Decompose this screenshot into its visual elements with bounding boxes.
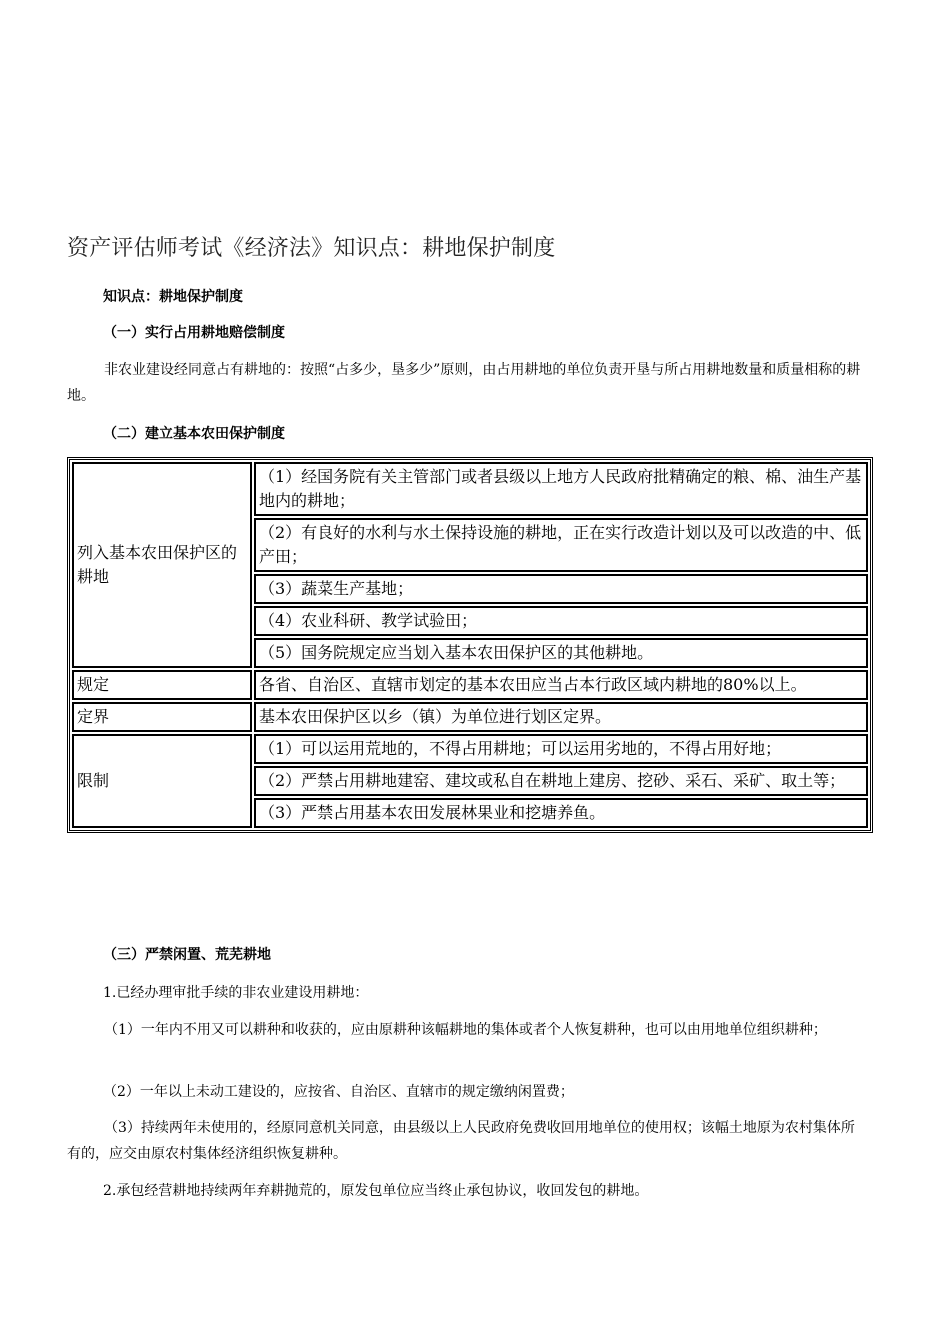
table-row	[72, 670, 868, 700]
boundary-text-cell: 基本农田保护区以乡（镇）为单位进行划区定界。	[254, 702, 868, 732]
section-3-point-2: 2.承包经营耕地持续两年弃耕抛荒的，原发包单位应当终止承包协议，收回发包的耕地。	[103, 1183, 649, 1199]
included-label-cell: 列入基本农田保护区的耕地	[72, 462, 252, 668]
table-row	[72, 702, 868, 732]
limits-item-2: （2）严禁占用耕地建窑、建坟或私自在耕地上建房、挖砂、采石、采矿、取土等；	[254, 766, 868, 796]
table-row	[72, 734, 868, 764]
section-3-point-1: 1.已经办理审批手续的非农业建设用耕地：	[103, 985, 369, 1001]
included-item-5: （5）国务院规定应当划入基本农田保护区的其他耕地。	[254, 638, 868, 668]
section-3-sub-2: （2）一年以上未动工建设的，应按省、自治区、直辖市的规定缴纳闲置费；	[103, 1084, 574, 1100]
table-row	[72, 462, 868, 516]
rule-label-cell: 规定	[72, 670, 252, 700]
section-2-heading: （二）建立基本农田保护制度	[103, 426, 285, 442]
page-title: 资产评估师考试《经济法》知识点：耕地保护制度	[67, 236, 556, 261]
farmland-protection-table	[67, 457, 873, 833]
included-item-3: （3）蔬菜生产基地；	[254, 574, 868, 604]
limits-item-3: （3）严禁占用基本农田发展林果业和挖塘养鱼。	[254, 798, 868, 828]
rule-text-cell: 各省、自治区、直辖市划定的基本农田应当占本行政区域内耕地的80%以上。	[254, 670, 868, 700]
section-1-text: 非农业建设经同意占有耕地的：按照“占多少，垦多少”原则，由占用耕地的单位负责开垦与所占用耕地数量和质量相称的耕地。	[67, 362, 861, 404]
included-item-4: （4）农业科研、教学试验田；	[254, 606, 868, 636]
section-3-sub-3: （3）持续两年未使用的，经原同意机关同意，由县级以上人民政府免费收回用地单位的使用权；该幅土地原为农村集体所有的，应交由原农村集体经济组织恢复耕种。	[67, 1120, 855, 1162]
included-item-1: （1）经国务院有关主管部门或者县级以上地方人民政府批精确定的粮、棉、油生产基地内的耕地；	[254, 462, 868, 516]
limits-label-cell: 限制	[72, 734, 252, 828]
section-1-heading: （一）实行占用耕地赔偿制度	[103, 325, 285, 341]
section-3-heading: （三）严禁闲置、荒芜耕地	[103, 947, 271, 963]
main-heading: 知识点：耕地保护制度	[103, 289, 243, 305]
limits-item-1: （1）可以运用荒地的，不得占用耕地；可以运用劣地的，不得占用好地；	[254, 734, 868, 764]
boundary-label-cell: 定界	[72, 702, 252, 732]
included-item-2: （2）有良好的水利与水土保持设施的耕地，正在实行改造计划以及可以改造的中、低产田；	[254, 518, 868, 572]
section-3-sub-1: （1）一年内不用又可以耕种和收获的，应由原耕种该幅耕地的集体或者个人恢复耕种，也可以由用地单位组织耕种；	[104, 1022, 827, 1038]
